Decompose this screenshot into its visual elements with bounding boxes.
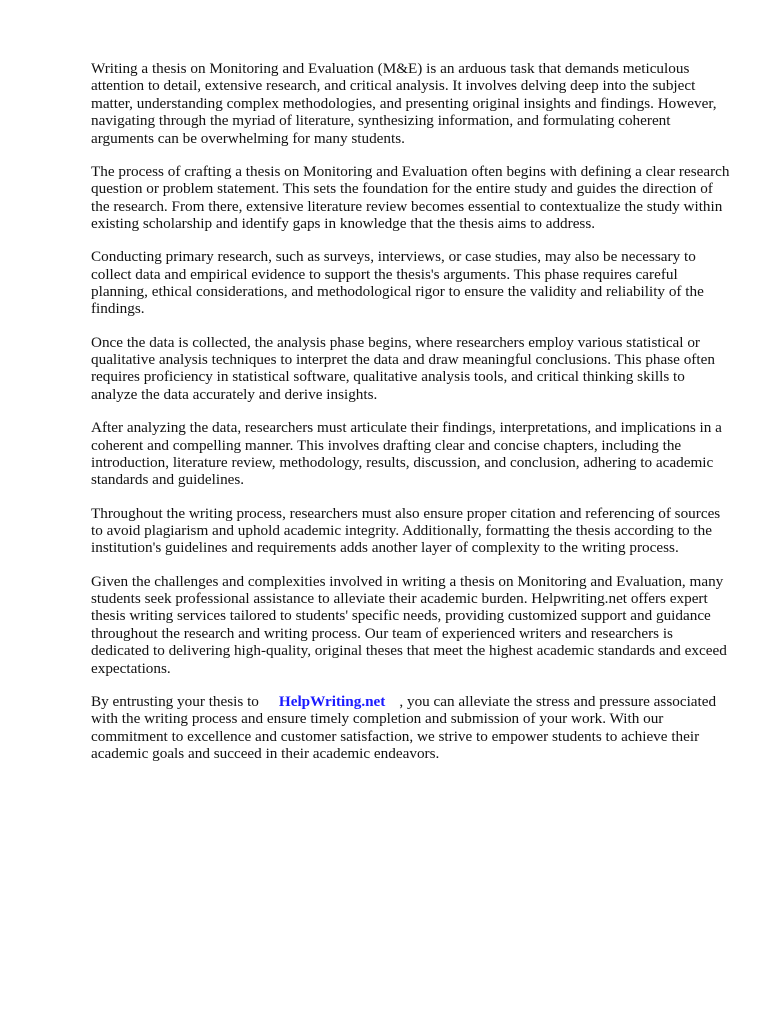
paragraph-process: The process of crafting a thesis on Monitoring and Evaluation often begins with defining a clear research question or problem statement. This sets the foundation for the entire study and guides the direction of the research. From there, extensive literature review becomes essential to contextualize the study within existing scholarship and identify gaps in knowledge that the thesis aims to address.	[91, 162, 730, 233]
paragraph-assistance: Given the challenges and complexities involved in writing a thesis on Monitoring and Evaluation, many students seek professional assistance to alleviate their academic burden. Helpwriting.net offers expert thesis writing services tailored to students' specific needs, providing customized support and guidance throughout the research and writing process. Our team of experienced writers and researchers is dedicated to delivering high-quality, original theses that meet the highest academic standards and exceed expectations.	[91, 572, 727, 677]
paragraph-closing	[91, 693, 731, 763]
paragraph-primary-research: Conducting primary research, such as surveys, interviews, or case studies, may also be necessary to collect data and empirical evidence to support the thesis's arguments. This phase requires careful planning, ethical considerations, and methodological rigor to ensure the validity and reliability of the findings.	[91, 248, 704, 318]
paragraph-citation: Throughout the writing process, researchers must also ensure proper citation and referencing of sources to avoid plagiarism and uphold academic integrity. Additionally, formatting the thesis according to the institution's guidelines and requirements adds another layer of complexity to the writing process.	[91, 504, 721, 557]
closing-text-after: , you can alleviate the stress and pressure associated with the writing process and ensure timely completion and submission of your work. With our commitment to excellence and customer satisfaction, we strive to empower students to achieve their academic goals and succeed in their academic endeavors.	[91, 692, 717, 762]
paragraph-findings: After analyzing the data, researchers must articulate their findings, interpretations, and implications in a coherent and compelling manner. This involves drafting clear and concise chapters, including the introduction, literature review, methodology, results, discussion, and conclusion, adhering to academic standards and guidelines.	[91, 419, 722, 489]
closing-text-before: By entrusting your thesis to	[91, 692, 259, 710]
paragraph-intro: Writing a thesis on Monitoring and Evaluation (M&E) is an arduous task that demands meticulous attention to detail, extensive research, and critical analysis. It involves delving deep into the subject matter, understanding complex methodologies, and presenting original insights and findings. However, navigating through the myriad of literature, synthesizing information, and formulating coherent arguments can be overwhelming for many students.	[91, 60, 717, 147]
helpwriting-link[interactable]: HelpWriting.net	[278, 692, 386, 710]
document-body	[91, 60, 731, 778]
paragraph-analysis: Once the data is collected, the analysis phase begins, where researchers employ various statistical or qualitative analysis techniques to interpret the data and draw meaningful conclusions. This phase often requires proficiency in statistical software, qualitative analysis tools, and critical thinking skills to analyze the data accurately and derive insights.	[91, 333, 715, 403]
